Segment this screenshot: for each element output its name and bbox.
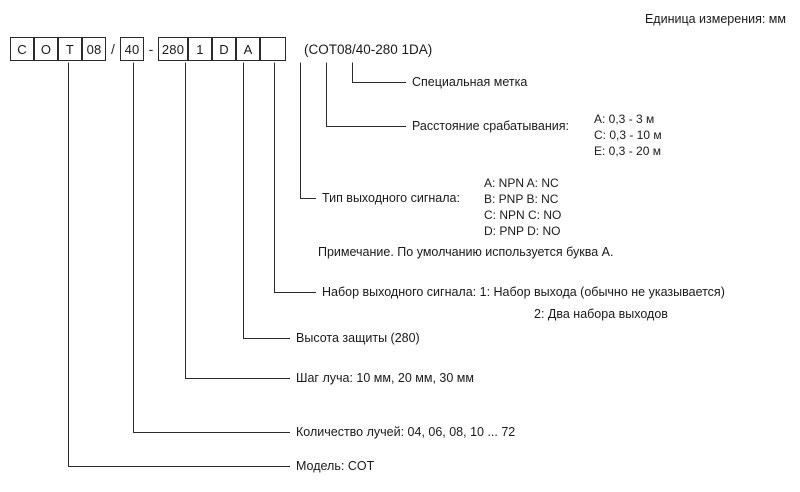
code-box-sensing-distance: A xyxy=(236,37,260,61)
output-type-value-b: B: PNP B: NC xyxy=(484,192,559,206)
code-box-protection-height: 280 xyxy=(158,37,188,61)
sensing-distance-value-a: A: 0,3 - 3 м xyxy=(594,112,655,126)
full-code-example: (COT08/40-280 1DA) xyxy=(304,41,433,57)
callout-beam-count: Количество лучей: 04, 06, 08, 10 ... 72 xyxy=(296,425,516,439)
output-type-value-a: A: NPN A: NC xyxy=(484,176,559,190)
sensing-distance-value-c: C: 0,3 - 10 м xyxy=(594,128,662,142)
callout-protection-height: Высота защиты (280) xyxy=(296,331,420,345)
sensing-distance-value-e: E: 0,3 - 20 м xyxy=(594,144,661,158)
code-separator-slash: / xyxy=(111,41,115,57)
code-box-beam-pitch: 40 xyxy=(120,37,144,61)
callout-sensing-distance-label: Расстояние срабатывания: xyxy=(412,119,569,133)
output-type-value-d: D: PNP D: NO xyxy=(484,224,561,238)
callout-output-type-note: Примечание. По умолчанию используется буква A. xyxy=(318,245,614,259)
callout-output-type-label: Тип выходного сигнала: xyxy=(322,191,460,205)
callout-beam-pitch: Шаг луча: 10 мм, 20 мм, 30 мм xyxy=(296,371,474,385)
code-box-output-set: 1 xyxy=(188,37,212,61)
code-separator-dash: - xyxy=(148,41,154,57)
callout-model: Модель: COT xyxy=(296,459,375,473)
units-note: Единица измерения: мм xyxy=(644,12,786,26)
code-box-t: T xyxy=(58,37,82,61)
callout-special-mark: Специальная метка xyxy=(412,75,528,89)
callout-sensing-distance-values xyxy=(594,111,662,159)
code-box-output-type: D xyxy=(212,37,236,61)
code-box-special-mark xyxy=(260,37,286,61)
callout-output-type-values xyxy=(484,175,561,239)
code-box-c: C xyxy=(10,37,34,61)
callout-output-set-label: Набор выходного сигнала: 1: Набор выхода (обычно не указывается) xyxy=(322,285,725,299)
code-box-o: O xyxy=(34,37,58,61)
output-type-value-c: C: NPN C: NO xyxy=(484,208,562,222)
callout-output-set-line2: 2: Два набора выходов xyxy=(534,307,668,321)
model-code-row xyxy=(10,36,432,62)
code-box-beam-count: 08 xyxy=(82,37,106,61)
